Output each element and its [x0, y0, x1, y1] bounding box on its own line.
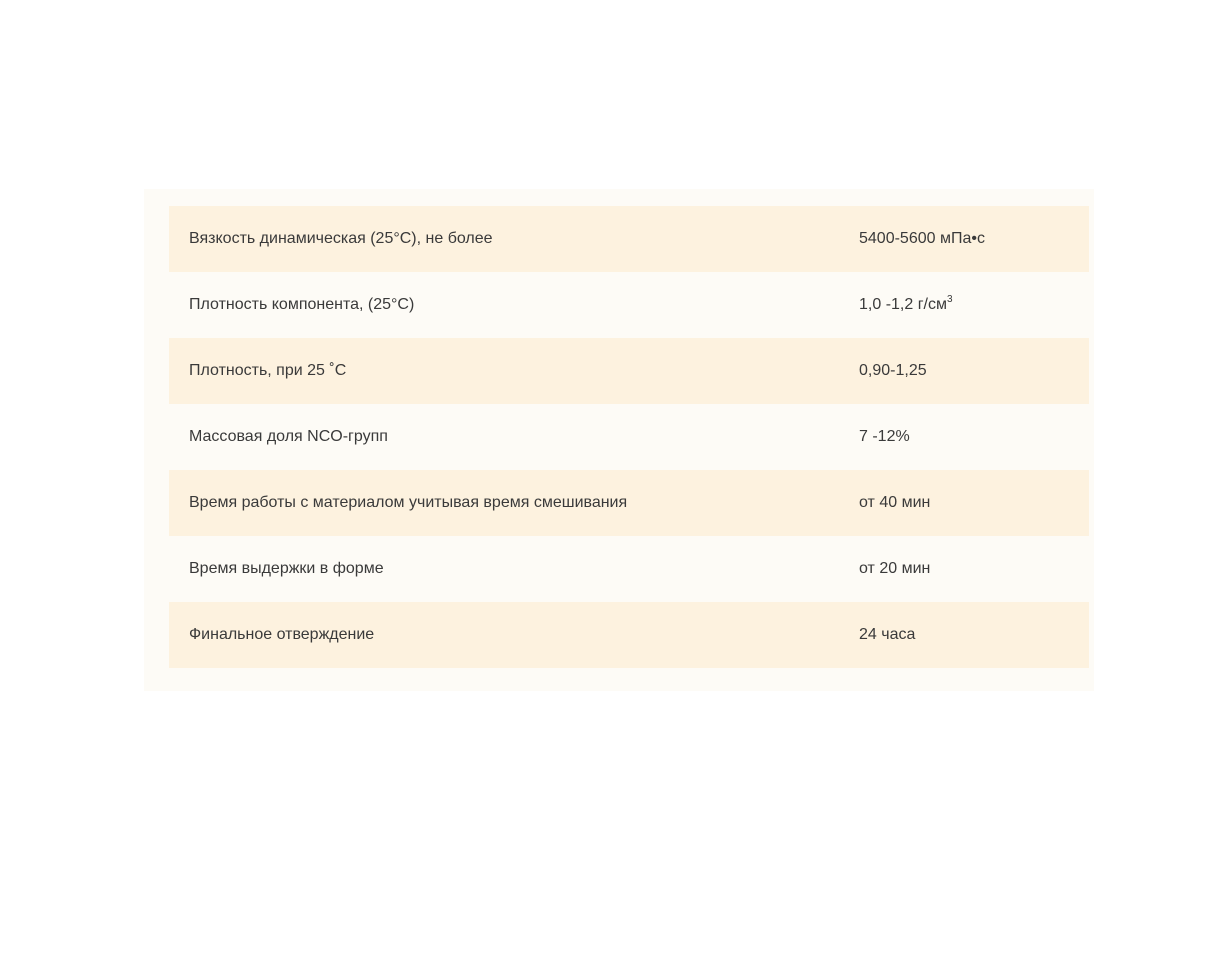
spec-value — [859, 602, 1089, 668]
table-row — [169, 338, 1089, 404]
spec-name: Время работы с материалом учитывая время смешивания — [169, 470, 859, 536]
table-row — [169, 404, 1089, 470]
spec-name: Массовая доля NCO-групп — [169, 404, 859, 470]
spec-value — [859, 470, 1089, 536]
spec-name: Время выдержки в форме — [169, 536, 859, 602]
spec-value-text: 0,90-1,25 — [859, 362, 927, 379]
table-row — [169, 602, 1089, 668]
spec-name: Плотность, при 25 ˚С — [169, 338, 859, 404]
table-row — [169, 470, 1089, 536]
spec-value — [859, 206, 1089, 272]
spec-value — [859, 272, 1089, 338]
spec-value-text: 24 часа — [859, 626, 916, 643]
spec-panel — [144, 189, 1094, 691]
spec-value — [859, 536, 1089, 602]
spec-value — [859, 338, 1089, 404]
spec-value-text: 5400-5600 мПа•с — [859, 230, 985, 247]
spec-name: Финальное отверждение — [169, 602, 859, 668]
spec-name: Плотность компонента, (25°C) — [169, 272, 859, 338]
table-row — [169, 272, 1089, 338]
spec-value-text: от 20 мин — [859, 560, 931, 577]
spec-value-superscript: 3 — [946, 294, 953, 305]
spec-table — [169, 206, 1089, 668]
spec-value — [859, 404, 1089, 470]
spec-value-text: от 40 мин — [859, 494, 931, 511]
spec-value-text: 1,0 -1,2 г/см — [859, 296, 947, 313]
table-row — [169, 536, 1089, 602]
table-row — [169, 206, 1089, 272]
spec-value-text: 7 -12% — [859, 428, 910, 445]
spec-name: Вязкость динамическая (25°C), не более — [169, 206, 859, 272]
